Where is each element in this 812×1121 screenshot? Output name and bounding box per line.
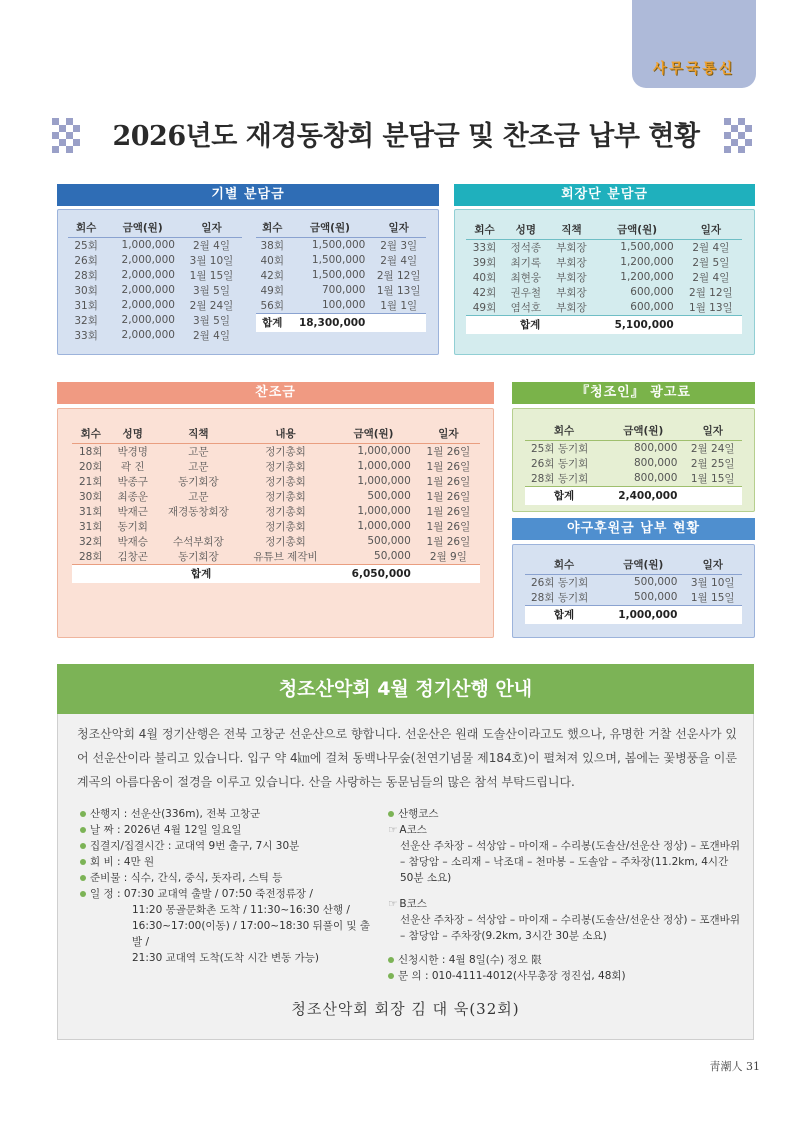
table-cell: 40회 xyxy=(472,271,497,284)
table-cell: 정기총회 xyxy=(265,520,306,533)
col-header: 금액(원) xyxy=(330,424,417,443)
table-cell: 25회 xyxy=(74,239,98,252)
table-cell: 2,000,000 xyxy=(121,254,175,266)
table-cell: 수석부회장 xyxy=(173,535,224,548)
table-cell: 고문 xyxy=(188,490,209,503)
col-header: 회수 xyxy=(525,421,603,440)
table-cell: 2월 12일 xyxy=(689,286,733,299)
col-header: 회수 xyxy=(466,220,503,239)
table-cell: 500,000 xyxy=(634,591,678,603)
table-cell: 부회장 xyxy=(556,286,587,299)
table-cell: 재경동창회장 xyxy=(167,505,229,518)
total-value: 18,300,000 xyxy=(288,313,371,332)
individual-table-left xyxy=(68,218,242,343)
table-cell: 정기총회 xyxy=(265,445,306,458)
prepare: 준비물 : 식수, 간식, 중식, 돗자리, 스틱 등 xyxy=(90,872,283,884)
table-row xyxy=(466,255,742,270)
table-cell: 정기총회 xyxy=(265,535,306,548)
col-header: 성명 xyxy=(110,424,156,443)
table-cell: 500,000 xyxy=(634,576,678,588)
table-cell: 32회 xyxy=(79,535,103,548)
table-cell: 1월 15일 xyxy=(690,591,735,604)
table-cell: 50,000 xyxy=(374,550,411,562)
course-title: 산행코스 xyxy=(398,808,439,820)
table-row xyxy=(525,590,742,606)
table-row xyxy=(525,440,742,456)
col-header: 회수 xyxy=(256,218,288,237)
table-cell: 부회장 xyxy=(556,301,587,314)
fee: 회 비 : 4만 원 xyxy=(90,856,155,868)
table-cell: 31회 xyxy=(74,299,98,312)
hiking-intro: 청조산악회 4월 정기산행은 전북 고창군 선운산으로 향합니다. 선운산은 원래 도솔산이라고도 했으나, 유명한 거찰 선운사가 있어 선운산이라 불리고 있습니다. 입구 약 4㎞에 걸쳐 동백나무숲(천연기념물 제184호)이 펼쳐져 있으며, 봄에는 꽃병풍을 이룬 계곡의 아름다움이 절경을 이루고 있습니다. 산을 사랑하는 동문님들의 많은 참석 부탁드립니다. xyxy=(77,727,737,789)
table-row xyxy=(72,519,480,534)
table-cell: 1,500,000 xyxy=(620,241,674,253)
baseball-header: 야구후원금 납부 현황 xyxy=(512,518,755,540)
col-header: 일자 xyxy=(417,424,480,443)
meeting: 집결지/집결시간 : 교대역 9번 출구, 7시 30분 xyxy=(90,840,300,852)
table-cell: 800,000 xyxy=(634,472,678,484)
table-cell: 박재근 xyxy=(117,505,148,518)
course-b-title: B코스 xyxy=(399,898,427,910)
table-row xyxy=(466,239,742,255)
table-cell: 2,000,000 xyxy=(121,314,175,326)
table-row xyxy=(72,443,480,459)
table-cell: 염석호 xyxy=(510,301,542,314)
col-header: 금액(원) xyxy=(603,421,683,440)
table-cell: 25회 동기회 xyxy=(531,442,589,455)
course-a-line: – 참당암 – 소리재 – 낙조대 – 천마봉 – 도솔암 – 주차장(11.2km, 4시간 xyxy=(400,856,729,868)
date: 날 짜 : 2026년 4월 12일 일요일 xyxy=(90,824,242,836)
table-cell: 최종운 xyxy=(117,490,148,503)
col-header: 금액(원) xyxy=(594,220,679,239)
donation-table xyxy=(72,424,480,583)
schedule-cont: 11:20 몽골문화촌 도착 / 11:30~16:30 산행 / xyxy=(132,904,350,916)
course-b-line: – 참당암 – 주차장(9.2km, 3시간 30분 소요) xyxy=(400,930,607,942)
section-tab xyxy=(632,0,756,88)
table-row xyxy=(256,237,426,253)
col-header: 일자 xyxy=(683,555,742,574)
table-cell: 40회 xyxy=(260,254,284,267)
course-a-title: A코스 xyxy=(399,824,427,836)
table-cell: 2월 24일 xyxy=(690,442,735,455)
table-row xyxy=(72,504,480,519)
total-value: 5,100,000 xyxy=(594,315,679,334)
col-header: 금액(원) xyxy=(104,218,181,237)
table-cell: 1,500,000 xyxy=(311,254,366,266)
total-label: 합계 xyxy=(466,315,594,334)
col-header: 일자 xyxy=(181,218,242,237)
total-label: 합계 xyxy=(525,605,603,624)
table-cell: 2월 5일 xyxy=(692,256,730,269)
table-cell: 유튜브 제작비 xyxy=(253,550,318,563)
table-cell: 정기총회 xyxy=(265,490,306,503)
table-cell: 1월 26일 xyxy=(426,445,471,458)
col-header: 일자 xyxy=(683,421,742,440)
table-row xyxy=(256,268,426,283)
schedule: 일 정 : 07:30 교대역 출발 / 07:50 죽전정류장 / xyxy=(90,888,313,900)
table-row xyxy=(525,574,742,590)
pointing-hand-icon: ☞ xyxy=(388,824,398,836)
course-a-line: 50분 소요) xyxy=(400,872,452,884)
table-cell: 2월 4일 xyxy=(192,329,230,342)
table-cell: 3월 10일 xyxy=(189,254,234,267)
table-row xyxy=(525,471,742,487)
table-cell: 박재승 xyxy=(117,535,148,548)
table-cell: 42회 xyxy=(260,269,284,282)
table-row xyxy=(466,270,742,285)
table-cell: 부회장 xyxy=(556,256,587,269)
pointing-hand-icon: ☞ xyxy=(388,898,398,910)
total-label: 합계 xyxy=(525,486,603,505)
table-cell: 500,000 xyxy=(367,490,411,502)
col-header: 금액(원) xyxy=(288,218,371,237)
table-cell: 최현웅 xyxy=(510,271,542,284)
course-b-line: 선운산 주차장 – 석상암 – 마이재 – 수리봉(도솔산/선운산 정상) – 포갠바위 xyxy=(400,914,740,926)
table-row xyxy=(72,549,480,565)
table-cell: 2,000,000 xyxy=(121,284,175,296)
table-row xyxy=(68,283,242,298)
table-cell: 1,000,000 xyxy=(357,505,411,517)
table-cell: 100,000 xyxy=(321,299,366,311)
table-cell: 최기록 xyxy=(510,256,542,269)
table-row xyxy=(68,298,242,313)
ad-table xyxy=(525,421,742,505)
hiking-header: 청조산악회 4월 정기산행 안내 xyxy=(57,664,754,714)
table-cell: 1월 13일 xyxy=(376,284,421,297)
table-cell: 18회 xyxy=(79,445,103,458)
table-row xyxy=(72,474,480,489)
table-cell: 31회 xyxy=(79,505,103,518)
table-cell: 1월 26일 xyxy=(426,520,471,533)
table-row xyxy=(72,534,480,549)
checker-decoration-right xyxy=(724,118,752,156)
individual-header: 기별 분담금 xyxy=(57,184,439,206)
table-cell: 1월 26일 xyxy=(426,460,471,473)
table-cell: 1월 15일 xyxy=(690,472,735,485)
table-cell: 권우철 xyxy=(510,286,542,299)
table-cell: 600,000 xyxy=(630,301,674,313)
table-cell: 2월 4일 xyxy=(192,239,230,252)
table-cell: 정기총회 xyxy=(265,460,306,473)
donation-header: 찬조금 xyxy=(57,382,494,404)
table-cell: 정기총회 xyxy=(265,475,306,488)
table-row xyxy=(68,313,242,328)
table-cell: 28회 동기회 xyxy=(531,591,589,604)
col-header: 회수 xyxy=(68,218,104,237)
table-cell: 정석종 xyxy=(510,241,542,254)
table-cell: 38회 xyxy=(260,239,284,252)
table-cell: 56회 xyxy=(260,299,284,312)
col-header: 성명 xyxy=(503,220,549,239)
ad-header: 『청조인』 광고료 xyxy=(512,382,755,404)
table-cell: 26회 동기회 xyxy=(531,457,589,470)
baseball-table xyxy=(525,555,742,624)
total-value: 2,400,000 xyxy=(603,486,683,505)
total-value: 6,050,000 xyxy=(330,564,417,583)
table-row xyxy=(68,268,242,283)
table-cell: 2월 25일 xyxy=(690,457,735,470)
table-cell: 31회 xyxy=(79,520,103,533)
table-cell: 1,000,000 xyxy=(357,445,411,457)
table-cell: 33회 xyxy=(472,241,497,254)
table-cell: 2월 9일 xyxy=(429,550,467,563)
table-cell: 1,000,000 xyxy=(357,520,411,532)
deadline: 신청시한 : 4월 8일(수) 정오 限 xyxy=(398,954,542,966)
table-cell: 39회 xyxy=(472,256,497,269)
table-cell: 박종구 xyxy=(117,475,148,488)
table-cell xyxy=(156,519,241,534)
table-cell: 2월 3일 xyxy=(380,239,418,252)
table-cell: 동기회장 xyxy=(178,475,219,488)
table-cell: 박경명 xyxy=(117,445,148,458)
table-cell: 2,000,000 xyxy=(121,269,175,281)
table-cell: 800,000 xyxy=(634,457,678,469)
table-cell: 3월 5일 xyxy=(192,314,230,327)
table-cell: 28회 동기회 xyxy=(531,472,589,485)
table-cell: 1월 26일 xyxy=(426,535,471,548)
col-header: 일자 xyxy=(371,218,426,237)
table-cell: 26회 xyxy=(74,254,98,267)
table-cell: 28회 xyxy=(74,269,98,282)
table-cell: 부회장 xyxy=(556,271,587,284)
table-cell: 동기회 xyxy=(117,520,148,533)
table-row xyxy=(525,456,742,471)
table-cell: 곽 진 xyxy=(120,460,145,473)
destination: 산행지 : 선운산(336m), 전북 고창군 xyxy=(90,808,261,820)
table-row xyxy=(256,298,426,314)
table-row xyxy=(256,253,426,268)
hiking-details-left xyxy=(80,806,380,966)
table-cell: 1월 13일 xyxy=(689,301,733,314)
col-header: 회수 xyxy=(525,555,603,574)
table-cell: 42회 xyxy=(472,286,497,299)
section-tab-label: 사무국통신 xyxy=(652,61,736,77)
table-cell: 동기회장 xyxy=(178,550,219,563)
col-header: 직책 xyxy=(549,220,595,239)
table-cell: 1월 26일 xyxy=(426,490,471,503)
table-cell: 1월 1일 xyxy=(380,299,418,312)
table-cell: 1,500,000 xyxy=(311,269,366,281)
table-row xyxy=(256,283,426,298)
table-row xyxy=(72,459,480,474)
table-cell: 1월 26일 xyxy=(426,475,471,488)
table-cell: 28회 xyxy=(79,550,103,563)
table-cell: 1,200,000 xyxy=(620,256,674,268)
individual-table-right xyxy=(256,218,426,332)
table-cell: 30회 xyxy=(74,284,98,297)
table-row xyxy=(68,328,242,343)
table-cell: 1,200,000 xyxy=(620,271,674,283)
table-cell: 700,000 xyxy=(321,284,366,296)
officers-table xyxy=(466,220,742,334)
table-cell: 1,500,000 xyxy=(311,239,366,251)
table-cell: 2월 4일 xyxy=(692,271,730,284)
total-label: 합계 xyxy=(72,564,330,583)
table-row xyxy=(68,253,242,268)
table-cell: 26회 동기회 xyxy=(531,576,589,589)
table-cell: 600,000 xyxy=(630,286,674,298)
table-row xyxy=(72,489,480,504)
table-cell: 49회 xyxy=(472,301,497,314)
table-cell: 2,000,000 xyxy=(121,299,175,311)
table-cell: 3월 10일 xyxy=(690,576,735,589)
table-cell: 3월 5일 xyxy=(192,284,230,297)
table-cell: 2월 4일 xyxy=(692,241,730,254)
table-cell: 33회 xyxy=(74,329,98,342)
hiking-details-right xyxy=(388,806,748,984)
total-label: 합계 xyxy=(256,313,288,332)
table-cell: 2월 4일 xyxy=(380,254,418,267)
course-a-line: 선운산 주차장 – 석상암 – 마이재 – 수리봉(도솔산/선운산 정상) – 포갠바위 xyxy=(400,840,740,852)
table-row xyxy=(68,237,242,253)
schedule-cont: 16:30~17:00(이동) / 17:00~18:30 뒤풀이 및 출발 / xyxy=(132,920,371,948)
col-header: 일자 xyxy=(680,220,742,239)
table-cell: 고문 xyxy=(188,445,209,458)
col-header: 금액(원) xyxy=(603,555,683,574)
table-cell: 21회 xyxy=(79,475,103,488)
table-cell: 정기총회 xyxy=(265,505,306,518)
table-cell: 김창곤 xyxy=(117,550,148,563)
table-row xyxy=(466,285,742,300)
col-header: 직책 xyxy=(156,424,241,443)
signature: 청조산악회 회장 김 대 욱(32회) xyxy=(291,1000,520,1018)
table-cell: 800,000 xyxy=(634,442,678,454)
table-cell: 30회 xyxy=(79,490,103,503)
table-row xyxy=(466,300,742,316)
table-cell: 500,000 xyxy=(367,535,411,547)
table-cell: 1,000,000 xyxy=(357,475,411,487)
table-cell: 1,000,000 xyxy=(357,460,411,472)
contact: 문 의 : 010-4111-4012(사무총장 정진섭, 48회) xyxy=(398,970,626,982)
table-cell: 32회 xyxy=(74,314,98,327)
table-cell: 20회 xyxy=(79,460,103,473)
table-cell: 1월 26일 xyxy=(426,505,471,518)
table-cell: 2월 12일 xyxy=(376,269,421,282)
col-header: 내용 xyxy=(241,424,330,443)
table-cell: 2,000,000 xyxy=(121,329,175,341)
table-cell: 2월 24일 xyxy=(189,299,234,312)
table-cell: 1월 15일 xyxy=(189,269,234,282)
table-cell: 1,000,000 xyxy=(121,239,175,251)
total-value: 1,000,000 xyxy=(603,605,683,624)
table-cell: 고문 xyxy=(188,460,209,473)
table-cell: 49회 xyxy=(260,284,284,297)
checker-decoration-left xyxy=(52,118,80,156)
table-cell: 부회장 xyxy=(556,241,587,254)
col-header: 회수 xyxy=(72,424,110,443)
officers-header: 회장단 분담금 xyxy=(454,184,755,206)
page-footer: 靑潮人 31 xyxy=(709,1060,760,1073)
schedule-cont: 21:30 교대역 도착(도착 시간 변동 가능) xyxy=(132,952,319,964)
page-title: 2026년도 재경동창회 분담금 및 찬조금 납부 현황 xyxy=(112,121,700,152)
